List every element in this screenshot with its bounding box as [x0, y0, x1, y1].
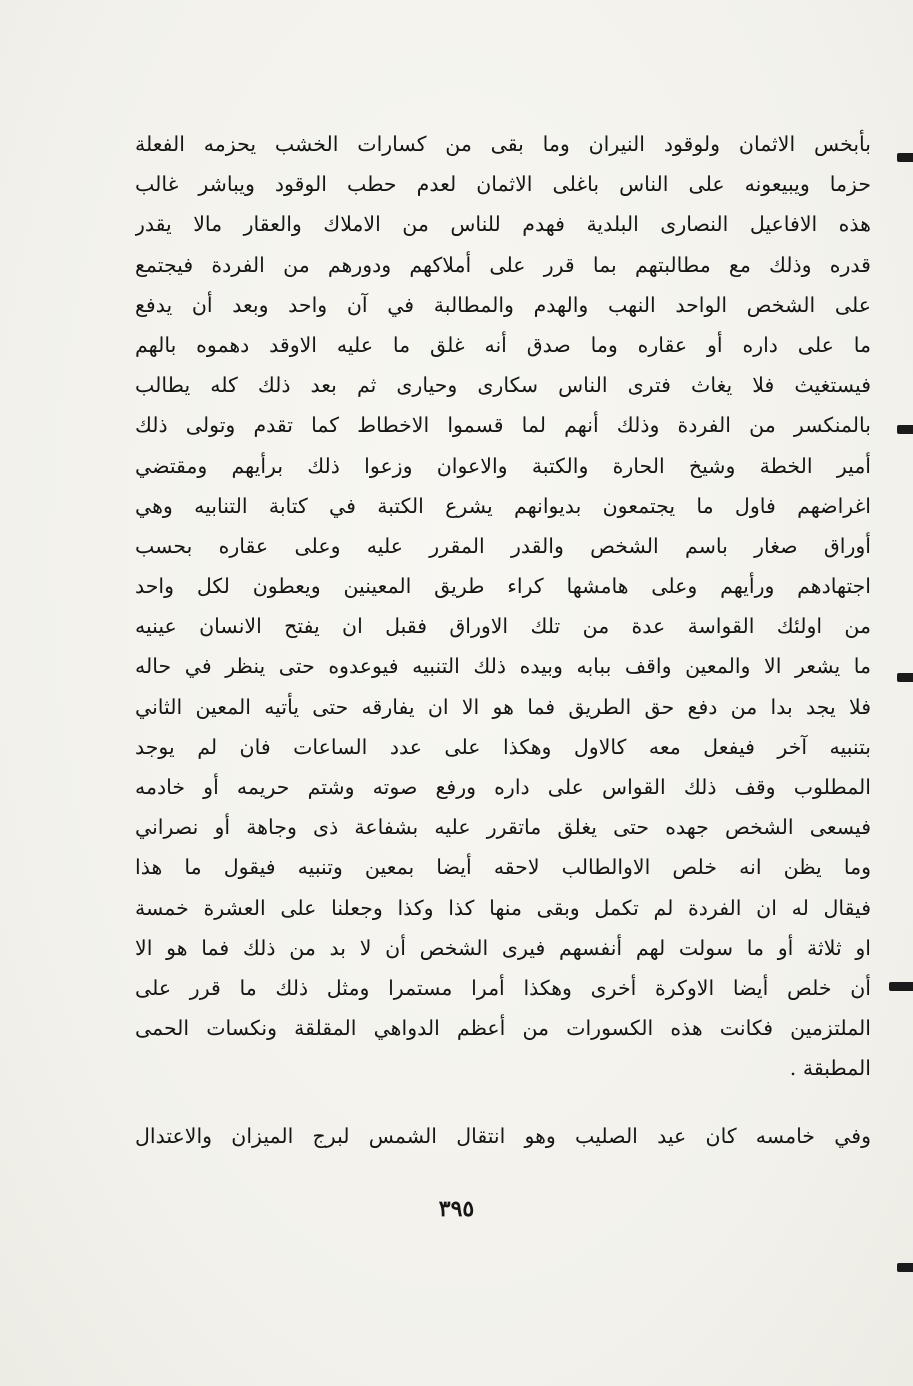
text-line: بالمنكسر من الفردة وذلك أنهم لما قسموا الاخطاط كما تقدم وتولى ذلك — [135, 413, 871, 438]
paragraph-main — [135, 124, 871, 1089]
scan-edge-mark — [897, 153, 913, 162]
text-line: من اولئك القواسة عدة من تلك الاوراق فقبل ان يفتح الانسان عينيه — [135, 614, 871, 639]
text-line: فيسعى الشخص جهده حتى يغلق ماتقرر عليه بشفاعة ذى وجاهة أو نصراني — [135, 815, 871, 840]
text-line: فلا يجد بدا من دفع حق الطريق فما هو الا ان يفارقه حتى يأتيه المعين الثاني — [135, 694, 871, 719]
text-line: أن خلص أيضا الاوكرة أخرى وهكذا أمرا مستمرا ومثل ذلك ما قرر على — [135, 975, 871, 1000]
text-line: او ثلاثة أو ما سولت لهم أنفسهم فيرى الشخص أن لا بد من ذلك فما هو الا — [135, 935, 871, 960]
text-line: اغراضهم فاول ما يجتمعون بديوانهم يشرع الكتبة في كتابة التنابيه وهي — [135, 493, 871, 518]
text-line: هذه الافاعيل النصارى البلدية فهدم للناس من الاملاك والعقار مالا يقدر — [135, 212, 871, 237]
text-line: ما على داره أو عقاره وما صدق أنه غلق ما عليه الاوقد دهموه بالهم — [135, 332, 871, 357]
text-line: على الشخص الواحد النهب والهدم والمطالبة في آن واحد وبعد أن يدفع — [135, 292, 871, 317]
text-line: وما يظن انه خلص الاوالطالب لاحقه أيضا بمعين وتنبيه فيقول ما هذا — [135, 855, 871, 880]
text-line: قدره وذلك مع مطالبتهم بما قرر على أملاكهم ودورهم من الفردة فيجتمع — [135, 252, 871, 277]
scan-edge-mark — [897, 425, 913, 434]
text-line: الملتزمين فكانت هذه الكسورات من أعظم الدواهي المقلقة ونكسات الحمى — [135, 1016, 871, 1041]
text-line: حزما ويبيعونه على الناس باغلى الاثمان لعدم حطب الوقود ويباشر غالب — [135, 172, 871, 197]
text-line: أوراق صغار باسم الشخص والقدر المقرر عليه وعلى عقاره بحسب — [135, 533, 871, 558]
text-line: فيستغيث فلا يغاث فترى الناس سكارى وحيارى ثم بعد ذلك كله يطالب — [135, 373, 871, 398]
text-line: أمير الخطة وشيخ الحارة والكتبة والاعوان وزعوا ذلك برأيهم ومقتضي — [135, 453, 871, 478]
text-line: وفي خامسه كان عيد الصليب وهو انتقال الشمس لبرج الميزان والاعتدال — [135, 1124, 871, 1148]
scan-edge-mark — [897, 1263, 913, 1272]
text-line: فيقال له ان الفردة لم تكمل وبقى منها كذا وكذا وجعلنا على العشرة خمسة — [135, 895, 871, 920]
text-line: اجتهادهم ورأيهم وعلى هامشها كراء طريق المعينين ويعطون لكل واحد — [135, 574, 871, 599]
text-line: بتنبيه آخر فيفعل معه كالاول وهكذا على عدد الساعات فان لم يوجد — [135, 734, 871, 759]
paragraph-second — [135, 1116, 871, 1156]
scan-edge-mark — [897, 673, 913, 682]
text-line: المطلوب وقف ذلك القواس على داره ورفع صوته وشتم حريمه أو خادمه — [135, 775, 871, 799]
text-line: المطبقة . — [789, 1056, 871, 1081]
page-number: ٣٩٥ — [438, 1196, 475, 1222]
scan-edge-mark — [889, 982, 913, 991]
text-line: بأبخس الاثمان ولوقود النيران وما بقى من كسارات الخشب يحزمه الفعلة — [135, 132, 871, 156]
text-line: ما يشعر الا والمعين واقف ببابه وبيده ذلك التنبيه فيوعدوه حتى ينظر في حاله — [135, 654, 871, 679]
